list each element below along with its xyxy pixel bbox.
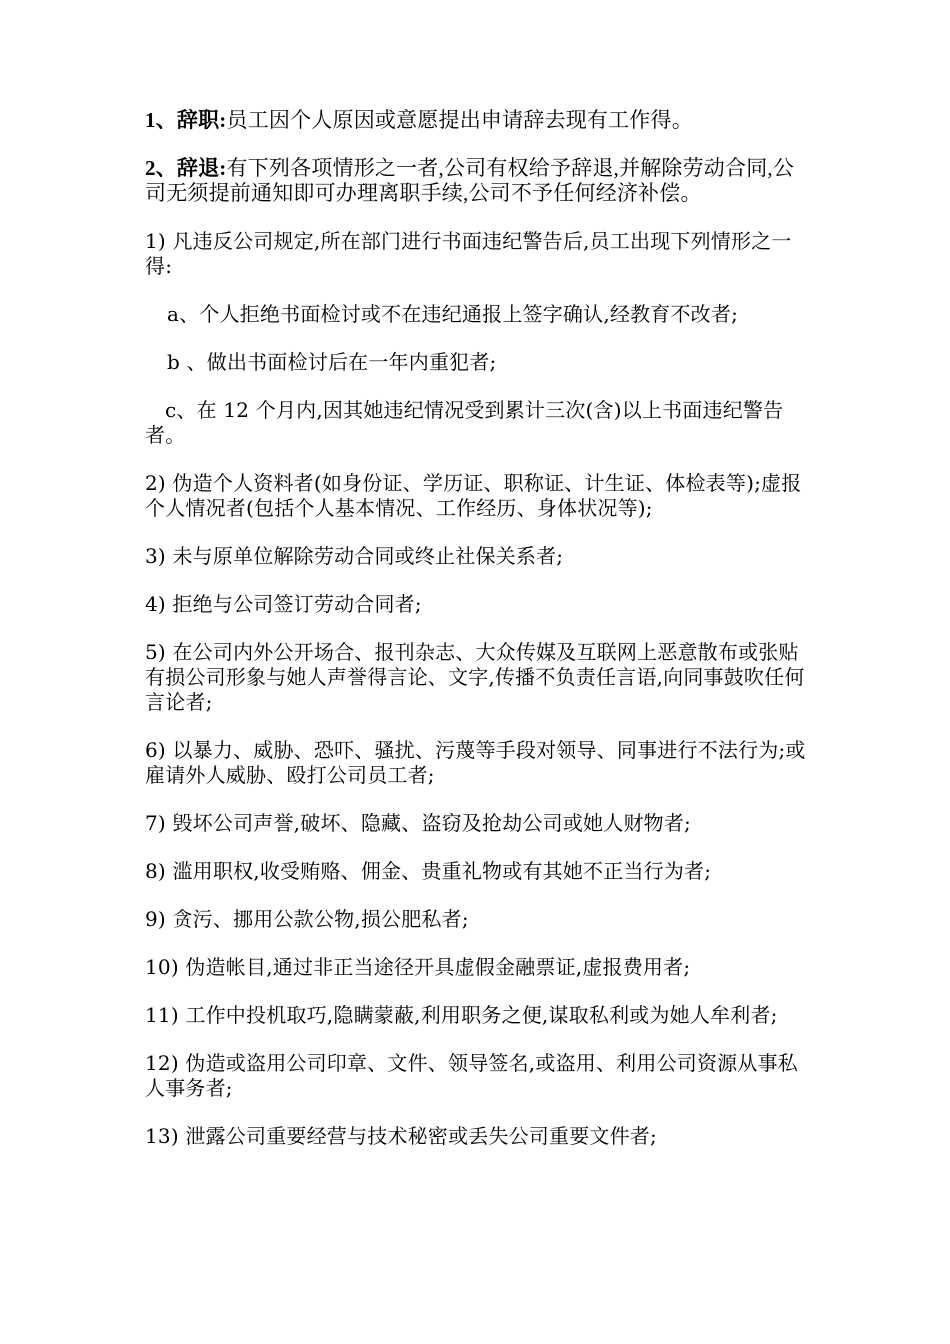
list-item-5: 5) 在公司内外公开场合、报刊杂志、大众传媒及互联网上恶意散布或张贴有损公司形象与她人声誉得言论、文字,传播不负责任言语,向同事鼓吹任何言论者; xyxy=(145,640,805,714)
list-item-3: 3) 未与原单位解除劳动合同或终止社保关系者; xyxy=(145,544,564,568)
list-item-12: 12) 伪造或盗用公司印章、文件、领导签名,或盗用、利用公司资源从事私人事务者; xyxy=(145,1051,798,1100)
list-item-1a: a、个人拒绝书面检讨或不在违纪通报上签字确认,经教育不改者; xyxy=(167,302,739,326)
list-item-8: 8) 滥用职权,收受贿赂、佣金、贵重礼物或有其她不正当行为者; xyxy=(145,859,712,883)
document-body xyxy=(145,108,810,1172)
list-item-9: 9) 贪污、挪用公款公物,损公肥私者; xyxy=(145,907,469,931)
list-item-1b: b 、做出书面检讨后在一年内重犯者; xyxy=(167,350,497,374)
paragraph-dismissal xyxy=(145,156,810,206)
list-item-4: 4) 拒绝与公司签订劳动合同者; xyxy=(145,592,422,616)
list-item-1: 1) 凡违反公司规定,所在部门进行书面违纪警告后,员工出现下列情形之一得: xyxy=(145,229,792,278)
list-item-6: 6) 以暴力、威胁、恐吓、骚扰、污蔑等手段对领导、同事进行不法行为;或雇请外人威胁、殴打公司员工者; xyxy=(145,738,806,787)
list-item-13: 13) 泄露公司重要经营与技术秘密或丢失公司重要文件者; xyxy=(145,1124,657,1148)
list-item-2: 2) 伪造个人资料者(如身份证、学历证、职称证、计生证、体检表等);虚报个人情况者(包括个人基本情况、工作经历、身体状况等); xyxy=(145,471,802,520)
list-item-10: 10) 伪造帐目,通过非正当途径开具虚假金融票证,虚报费用者; xyxy=(145,955,691,979)
list-item-11: 11) 工作中投机取巧,隐瞒蒙蔽,利用职务之便,谋取私利或为她人牟利者; xyxy=(145,1003,778,1027)
dismissal-text: 有下列各项情形之一者,公司有权给予辞退,并解除劳动合同,公司无须提前通知即可办理离职手续,公司不予任何经济补偿。 xyxy=(145,156,795,205)
resignation-heading: 1、辞职: xyxy=(145,108,227,132)
resignation-text: 员工因个人原因或意愿提出申请辞去现有工作得。 xyxy=(226,108,693,132)
list-item-7: 7) 毁坏公司声誉,破坏、隐藏、盗窃及抢劫公司或她人财物者; xyxy=(145,811,691,835)
list-item-1c: c、在 12 个月内,因其她违纪情况受到累计三次(含)以上书面违纪警告者。 xyxy=(145,398,784,447)
dismissal-heading: 2、辞退: xyxy=(145,156,227,180)
paragraph-resignation xyxy=(145,108,810,133)
